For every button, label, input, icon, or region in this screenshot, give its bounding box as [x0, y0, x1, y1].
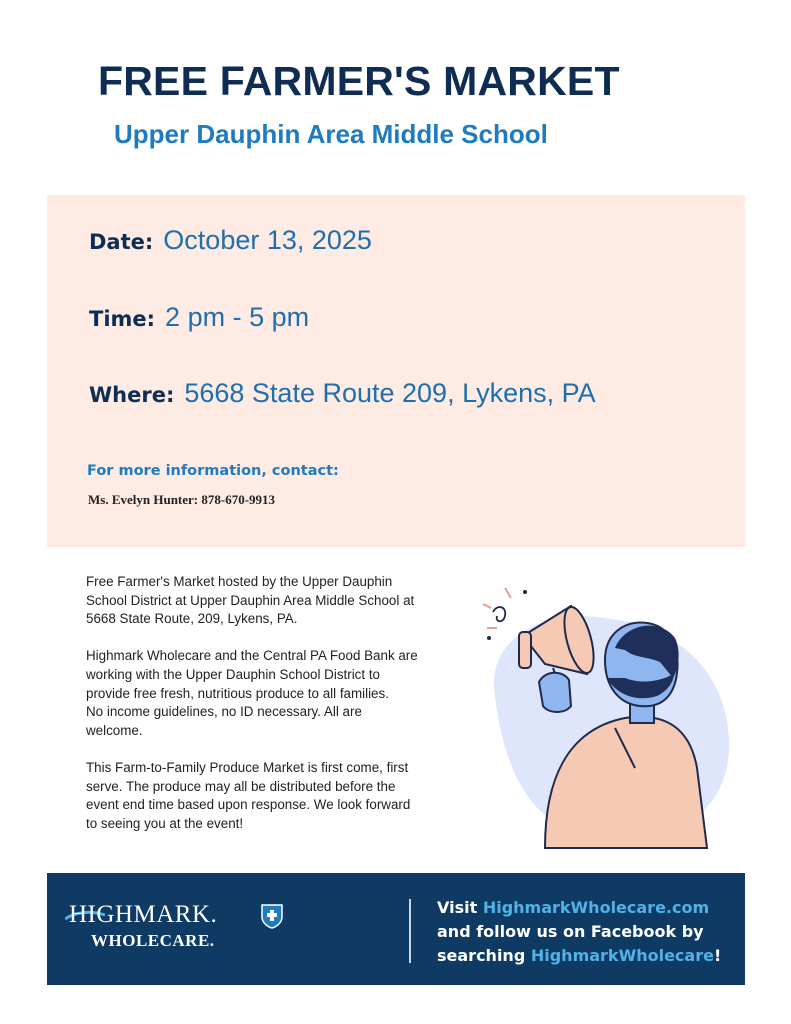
- website-link[interactable]: HighmarkWholecare.com: [482, 898, 710, 917]
- exclaim: !: [713, 946, 722, 965]
- description-paragraph: Free Farmer's Market hosted by the Upper Dauphin School District at Upper Dauphin Area Middle School at 5668 State Route, 209, Lykens, PA.: [86, 574, 415, 627]
- contact-heading: For more information, contact:: [87, 463, 339, 479]
- time-row: [89, 302, 309, 333]
- highmark-wholecare-logo: [69, 901, 284, 961]
- where-row: [89, 378, 596, 409]
- man-with-megaphone-icon: [475, 578, 733, 850]
- page-title: FREE FARMER'S MARKET: [98, 58, 620, 104]
- event-details-box: [47, 195, 745, 547]
- blue-cross-shield-icon: [261, 903, 283, 929]
- date-label: Date:: [89, 230, 154, 254]
- where-label: Where:: [89, 383, 175, 407]
- footer-divider: [409, 899, 411, 963]
- where-value: 5668 State Route 209, Lykens, PA: [184, 378, 596, 408]
- contact-person: Ms. Evelyn Hunter: 878-670-9913: [88, 492, 276, 507]
- date-value: October 13, 2025: [163, 225, 372, 255]
- time-value: 2 pm - 5 pm: [165, 302, 310, 332]
- description: [86, 573, 481, 852]
- page-subtitle: Upper Dauphin Area Middle School: [114, 119, 548, 149]
- date-row: [89, 225, 372, 256]
- logo-subname: WHOLECARE.: [91, 931, 215, 950]
- footer-banner: [47, 873, 745, 985]
- description-paragraph: Highmark Wholecare and the Central PA Food Bank are working with the Upper Dauphin School District to provide free fresh, nutritious produce to all families. No income guidelines, no ID necessary. All are welcome.: [86, 648, 418, 738]
- facebook-handle[interactable]: HighmarkWholecare: [530, 946, 714, 965]
- description-paragraph: This Farm-to-Family Produce Market is first come, first serve. The produce may all be distributed before the event end time based upon response. We look forward to seeing you at the event!: [86, 759, 411, 831]
- follow-text: and follow us on Facebook by searching: [437, 922, 704, 965]
- visit-prefix: Visit: [437, 898, 483, 917]
- time-label: Time:: [89, 307, 156, 331]
- logo-name: HIGHMARK.: [69, 901, 218, 928]
- footer-message: [437, 896, 737, 968]
